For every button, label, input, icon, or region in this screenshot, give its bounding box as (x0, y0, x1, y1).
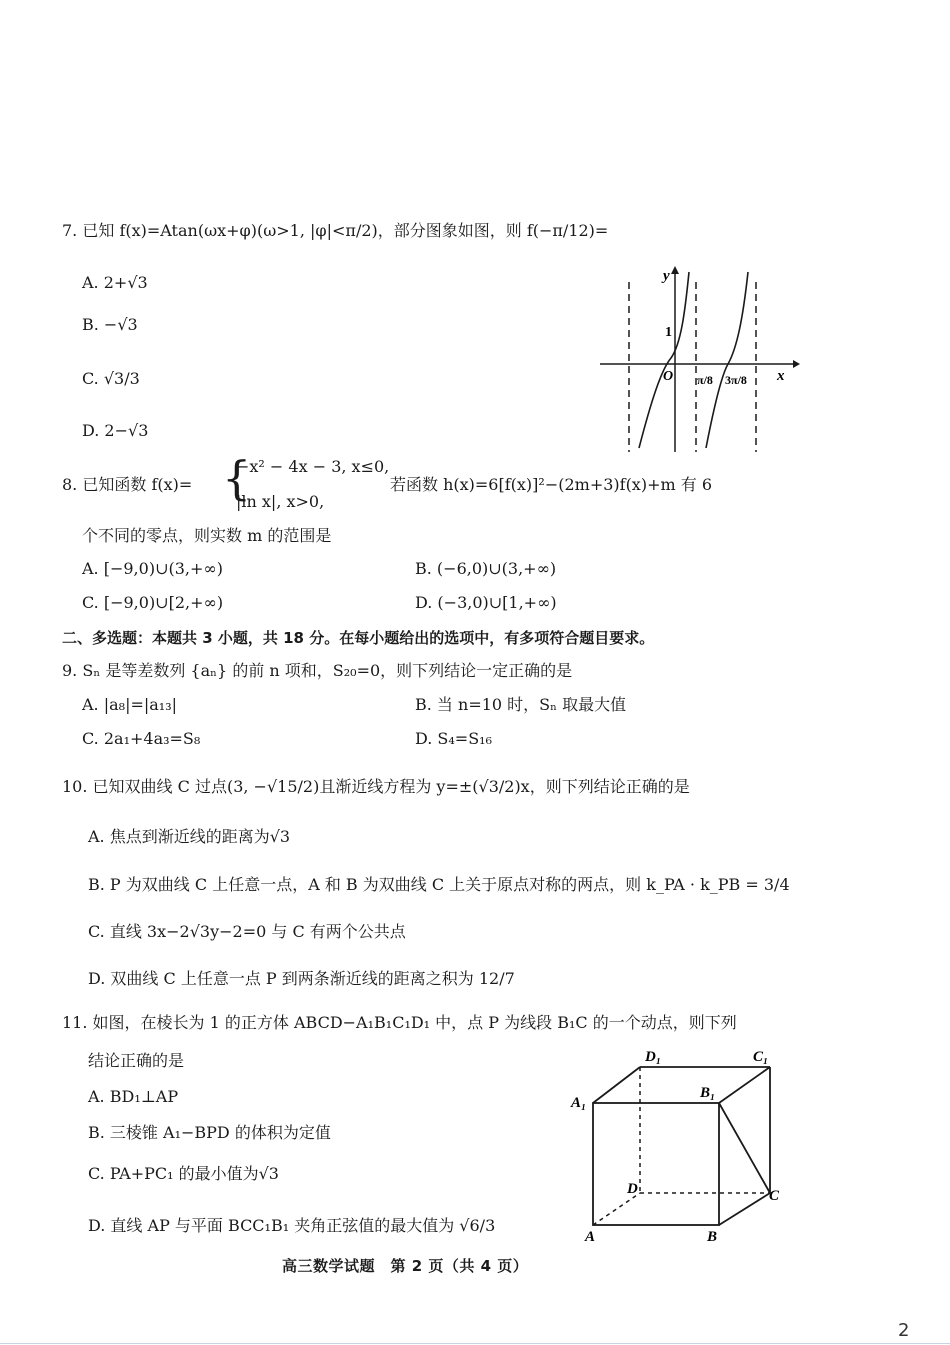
q11-option-a: A. BD₁⊥AP (88, 1087, 179, 1106)
q10-option-b: B. P 为双曲线 C 上任意一点，A 和 B 为双曲线 C 上关于原点对称的两点，则 k_PA · k_PB = 3/4 (88, 875, 790, 894)
cube-label-a: A (585, 1229, 596, 1245)
graph-tick-pi8: π/8 (697, 373, 713, 387)
q8-option-c: C. [−9,0)∪[2,+∞) (82, 593, 224, 612)
cube-label-d1: D₁ (645, 1049, 662, 1065)
q10-option-c: C. 直线 3x−2√3y−2=0 与 C 有两个公共点 (88, 922, 406, 941)
q8-brace: { (222, 451, 252, 505)
cube-label-b: B (707, 1229, 718, 1245)
q10-stem: 10. 已知双曲线 C 过点(3, −√15/2)且渐近线方程为 y=±(√3/2)x，则下列结论正确的是 (62, 777, 690, 796)
q8-option-a: A. [−9,0)∪(3,+∞) (82, 559, 223, 578)
q8-stem-line2: 个不同的零点，则实数 m 的范围是 (82, 526, 332, 545)
q8-stem-prefix: 8. 已知函数 f(x)= (62, 475, 193, 494)
cube-label-d: D (627, 1181, 638, 1197)
graph-x-label: x (777, 368, 785, 384)
q9-option-b: B. 当 n=10 时，Sₙ 取最大值 (415, 695, 627, 714)
q10-option-a: A. 焦点到渐近线的距离为√3 (88, 827, 291, 846)
q9-option-d: D. S₄=S₁₆ (415, 729, 492, 748)
q11-stem-line1: 11. 如图，在棱长为 1 的正方体 ABCD−A₁B₁C₁D₁ 中，点 P 为线段 B₁C 的一个动点，则下列 (62, 1013, 737, 1032)
q7-option-b: B. −√3 (82, 315, 138, 334)
q8-option-b: B. (−6,0)∪(3,+∞) (415, 559, 557, 578)
q7-stem: 7. 已知 f(x)=Atan(ωx+φ)(ω>1, |φ|<π/2)，部分图象如图，则 f(−π/12)= (62, 221, 609, 240)
graph-y-label: y (663, 268, 670, 284)
q7-option-d: D. 2−√3 (82, 421, 149, 440)
cube-label-b1: B₁ (700, 1085, 716, 1101)
q7-tangent-graph (595, 262, 800, 454)
q8-case1: −x² − 4x − 3, x≤0, (236, 457, 390, 476)
graph-tick-3pi8: 3π/8 (725, 373, 747, 387)
q8-case2: |ln x|, x>0, (236, 492, 325, 511)
q11-stem-line2: 结论正确的是 (88, 1051, 185, 1070)
bottom-divider (0, 1343, 950, 1344)
cube-label-a1: A₁ (571, 1095, 587, 1111)
q8-stem-suffix: 若函数 h(x)=6[f(x)]²−(2m+3)f(x)+m 有 6 (390, 475, 713, 494)
q9-option-c: C. 2a₁+4a₃=S₈ (82, 729, 201, 748)
q11-option-c: C. PA+PC₁ 的最小值为√3 (88, 1164, 279, 1183)
page-number: 2 (898, 1320, 910, 1341)
q8-option-d: D. (−3,0)∪[1,+∞) (415, 593, 557, 612)
graph-origin-label: O (663, 369, 674, 384)
cube-label-c1: C₁ (753, 1049, 769, 1065)
q10-option-d: D. 双曲线 C 上任意一点 P 到两条渐近线的距离之积为 12/7 (88, 969, 515, 988)
q9-option-a: A. |a₈|=|a₁₃| (82, 695, 178, 714)
q7-option-a: A. 2+√3 (82, 273, 148, 292)
q11-option-b: B. 三棱锥 A₁−BPD 的体积为定值 (88, 1123, 331, 1142)
q7-option-c: C. √3/3 (82, 369, 140, 388)
section-2-heading: 二、多选题：本题共 3 小题，共 18 分。在每小题给出的选项中，有多项符合题目要求。 (62, 629, 655, 647)
page-footer: 高三数学试题 第 2 页（共 4 页） (282, 1257, 529, 1275)
graph-one-label: 1 (665, 325, 672, 340)
q11-option-d: D. 直线 AP 与平面 BCC₁B₁ 夹角正弦值的最大值为 √6/3 (88, 1216, 496, 1235)
cube-label-c: C (769, 1188, 780, 1204)
q11-cube-figure (565, 1045, 795, 1245)
q9-stem: 9. Sₙ 是等差数列 {aₙ} 的前 n 项和，S₂₀=0，则下列结论一定正确的是 (62, 661, 573, 680)
